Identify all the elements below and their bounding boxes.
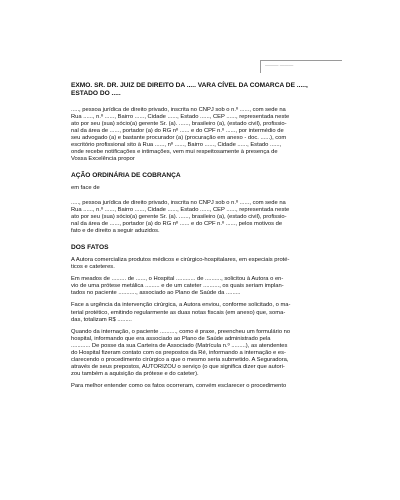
facts-paragraph-4: Quando da internação, o paciente .........., como é praxe, preencheu um formulário no hospital, informando que era associado ao Plano de Saúde administrado pela ............ De posse da sua Carteira de Associado (Matrícula n.º .........), as atendentes do Hospital fizeram contato com os prepostos da Ré, informando a internação e es- clarecendo o procedimento cirúrgico a que o mesmo seria submetido. A Seguradora, através de seus prepostos, AUTORIZOU o serviço (o que significa dizer que autori- zou também a aquisição da prótese e do cateter).: [71, 328, 291, 378]
em-face-de-text: em face de: [71, 184, 100, 191]
plaintiff-paragraph: ....., pessoa jurídica de direito privado, inscrita no CNPJ sob o n.º ......, com sede na Rua ......, n.º ......, Bairro ......, Cidade ......, Estado ......, CEP ......, representada neste ato por seu (sua) sócio(a) gerente Sr. (a). ......, brasileiro (a), (estado civil), profissio- nal da área de ......, portador (a) do RG nº ...... e do CPF n.º ......, por intermédio de seu advogado (a) e bastante procurador (a) (procuração em anexo - doc. ......), com escritório profissional sito à Rua ......, nº ......, Bairro ......, Cidade ......, Estado ......, onde recebe notificações e intimações, vem mui respeitosamente à presença de Vossa Excelência propor: [71, 106, 290, 163]
header-stamp-text: ——— ———: [265, 63, 294, 68]
facts-paragraph-2: Em meados de ......... de ......, o Hospital ............ de .........., solicitou à Autora o en- vio de uma prótese metálica ......... e de um cateter .........., os quais seriam implan- tados no paciente ..........., associado ao Plano de Saúde da .........: [71, 276, 284, 297]
court-address-heading: EXMO. SR. DR. JUIZ DE DIREITO DA ..... VARA CÍVEL DA COMARCA DE ....., ESTADO DO .....: [71, 82, 308, 98]
document-body: [71, 82, 351, 395]
defendant-paragraph: ....., pessoa jurídica de direito privado, inscrita no CNPJ sob o n.º ......, com sede na Rua ......, n.º ......, Bairro ......, Cidade ......, Estado ......, CEP ......, representada neste ato por seu (sua) sócio(a) gerente Sr. (a). ......, brasileiro (a), (estado civil), profissio- nal da área de ......, portador (a) do RG nº ...... e do CPF n.º ......, pelos motivos de fato e de direito a seguir aduzidos.: [71, 200, 290, 235]
facts-paragraph-1: A Autora comercializa produtos médicos e cirúrgico-hospitalares, em especiais proté- ticos e cateteres.: [71, 256, 290, 271]
facts-paragraph-5: Para melhor entender como os fatos ocorreram, convém esclarecer o procedimento: [71, 383, 287, 390]
facts-paragraph-3: Face a urgência da intervenção cirúrgica, a Autora enviou, conforme solicitado, o ma- terial protético, emitindo regularmente as duas notas fiscais (em anexo) que, soma- das, totalizam R$ .........: [71, 302, 291, 323]
header-stamp-box: [260, 60, 342, 73]
facts-section-title: DOS FATOS: [71, 243, 109, 251]
action-title: AÇÃO ORDINÁRIA DE COBRANÇA: [71, 171, 181, 179]
